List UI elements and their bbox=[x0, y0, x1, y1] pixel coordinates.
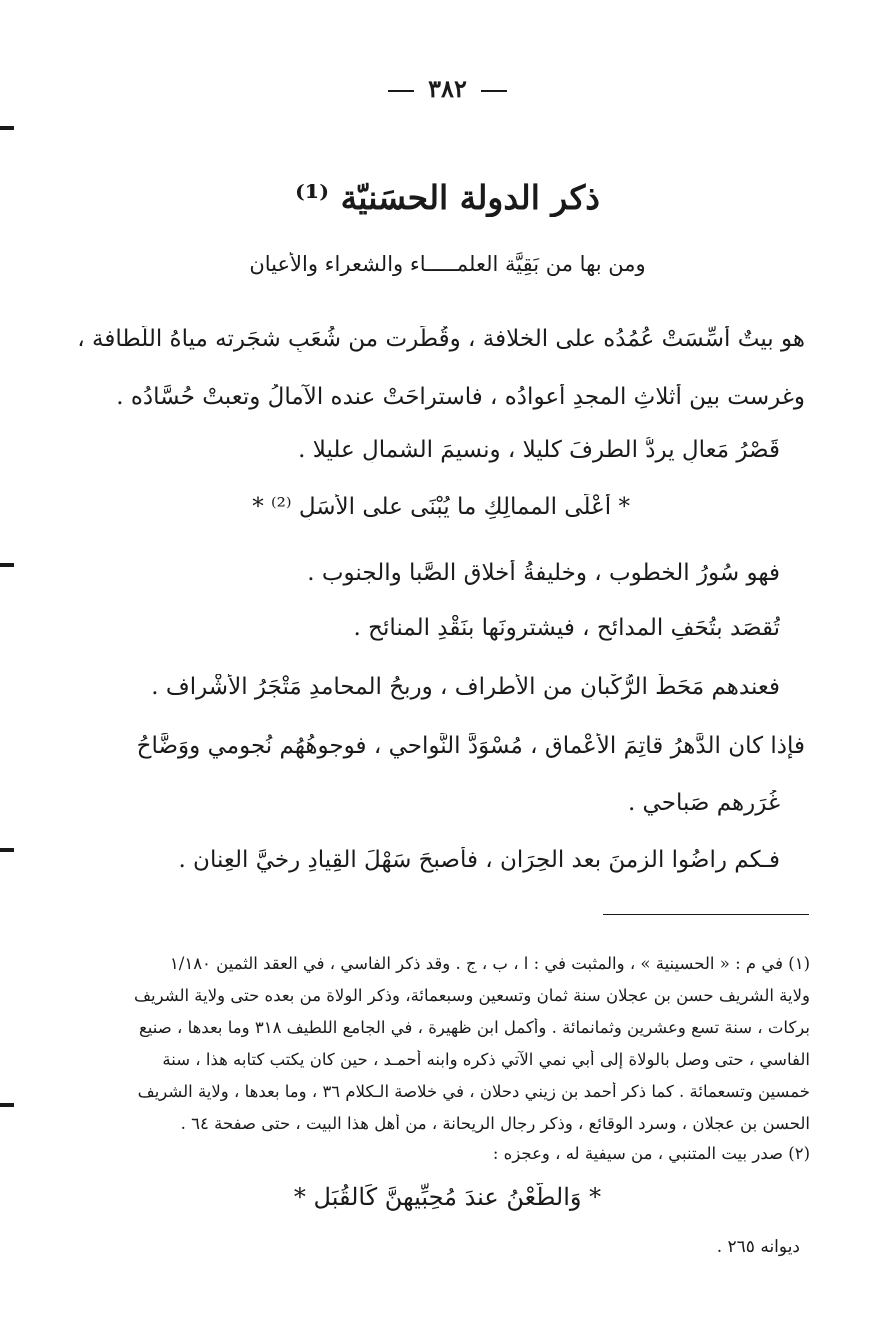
page-number-text: ٣٨٢ bbox=[428, 74, 467, 103]
scan-edge-mark bbox=[0, 563, 14, 567]
body-line: فإذا كان الدَّهرُ قاتِمَ الأعْماق ، مُسْوَدَّ النَّواحي ، فوجوهُهُم نُجومي ووَضَّاحُ bbox=[136, 733, 805, 759]
page-number-dash bbox=[481, 90, 507, 92]
scan-edge-mark bbox=[0, 126, 14, 130]
page-number bbox=[0, 74, 895, 103]
body-line: وغرست بين أثلاثِ المجدِ أعوادُه ، فاستراحَتْ عنده الآمالُ وتعبتْ حُسَّادُه . bbox=[116, 384, 805, 410]
footnote-separator bbox=[603, 914, 809, 915]
footnote-line: ولاية الشريف حسن بن عجلان سنة ثمان وتسعين وسبعمائة، وذكر الولاة من بعده حتى ولاية الشريف bbox=[133, 986, 810, 1005]
body-line: فعندهم مَحَطُّ الرُّكْبانِ من الأطراف ، وربحُ المحامدِ مَتْجَرُ الأشْراف . bbox=[151, 674, 780, 700]
body-line: هو بيتٌ أُسِّسَتْ عُمُدُه على الخلافة ، وقُطِّرت من شُعَبِ شجَرته مياهُ اللَّطافة ، bbox=[77, 326, 805, 352]
footnote-reference: ديوانه ٢٦٥ . bbox=[716, 1237, 800, 1257]
footnote-line: (٢) صدر بيت المتنبي ، من سيفية له ، وعجزه : bbox=[492, 1144, 810, 1163]
page-number-dash bbox=[388, 90, 414, 92]
verse-line: * أعْلَى الممالِكِ ما يُبْنَى على الأَسَلِ ⁽²⁾ * bbox=[252, 494, 630, 520]
footnote-verse: * وَالطَّعْنُ عندَ مُحِبِّيهِنَّ كَالقُبَلِ * bbox=[293, 1183, 602, 1211]
scan-edge-mark bbox=[0, 1103, 14, 1107]
body-line: فهو سُورُ الخطوب ، وخليفةُ أخلاقِ الصَّبا والجنوب . bbox=[307, 560, 780, 586]
scan-edge-mark bbox=[0, 848, 14, 852]
footnote-line: الحسن بن عجلان ، وسرد الوقائع ، وذكر رجال الريحانة ، من أهل هذا البيت ، حتى صفحة ٦٤ . bbox=[180, 1114, 810, 1133]
body-line: قَصْرُ مَعالٍ يردُّ الطرفَ كليلا ، ونسيمَ الشمالِ عليلا . bbox=[298, 437, 780, 463]
footnote-line: الفاسي ، حتى وصل بالولاة إلى أبي نمي الآتي ذكره وابنه أحمـد ، حين كان يكتب كتابه هذا ، سنة bbox=[162, 1050, 810, 1069]
section-title: ذكر الدولة الحسَنيّة ⁽¹⁾ bbox=[294, 178, 601, 217]
section-subtitle: ومن بها من بَقِيَّة العلمـــــاء والشعراء والأعيان bbox=[249, 252, 646, 276]
body-line: فـكم راضُوا الزمنَ بعد الحِرَان ، فأصبحَ سَهْلَ القِيادِ رخيَّ العِنان . bbox=[178, 847, 780, 873]
footnote-line: بركات ، سنة تسع وعشرين وثمانمائة . وأكمل ابن ظهيرة ، في الجامع اللطيف ٣١٨ وما بعدها ، صنيع bbox=[139, 1018, 810, 1037]
body-line: تُقصَد بتُحَفِ المدائحِ ، فيشترونَها بنَقْدِ المنائحِ . bbox=[353, 615, 780, 641]
footnote-line: خمسين وتسعمائة . كما ذكر أحمد بن زيني دحلان ، في خلاصة الـكلام ٣٦ ، وما بعدها ، ولاية الشريف bbox=[137, 1082, 810, 1101]
body-line: غُرَرِهم صَباحي . bbox=[627, 790, 780, 816]
footnote-line: (١) في م : « الحسينية » ، والمثبت في : ا ، ب ، ج . وقد ذكر الفاسي ، في العقد الثمين ١/١٨٠ bbox=[169, 954, 810, 973]
